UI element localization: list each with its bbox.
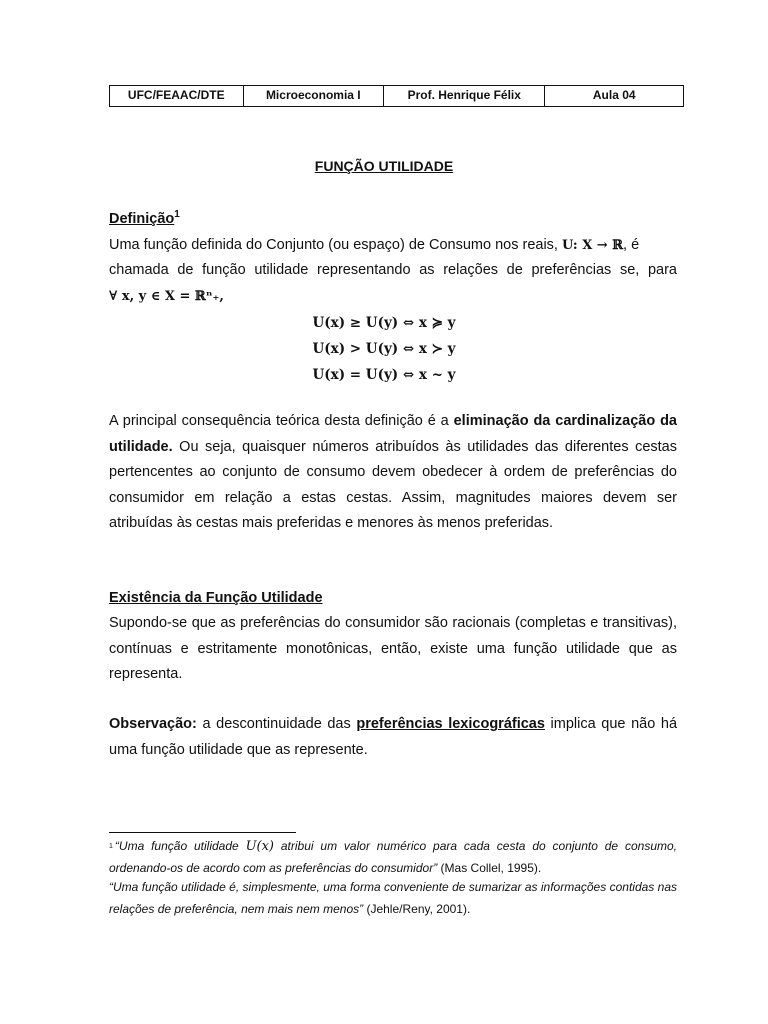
existence-paragraph: Supondo-se que as preferências do consumidor são racionais (completas e transitivas), contínuas e estritamente monotônicas, então, existe uma função utilidade que as representa. (109, 615, 677, 682)
footnote-math: U(x) (245, 839, 274, 854)
definition-line-3 (109, 284, 677, 310)
consequence-text-start: A principal consequência teórica desta definição é a (109, 413, 454, 429)
consequence-bold-text: eliminação da cardinalização da utilidade. (109, 413, 677, 455)
lexicographic-preferences-term: preferências lexicográficas (356, 716, 545, 732)
consequence-paragraph (109, 409, 677, 537)
domain-math: ∀ x, y ∈ X = ℝⁿ₊, (109, 288, 224, 304)
observation-paragraph (109, 712, 677, 763)
footnote-source-1: (Mas Collel, 1995). (437, 860, 542, 875)
page-title: FUNÇÃO UTILIDADE (314, 158, 454, 174)
equation-indifference: U(x) = U(y) ⇔ x ~ y (312, 367, 456, 383)
footnote-mark: 1 (109, 843, 113, 850)
header-table (109, 85, 684, 107)
header-professor: Prof. Henrique Félix (384, 86, 545, 106)
observation-label: Observação: (109, 716, 197, 732)
utility-mapping-math: U: X → ℝ (562, 237, 624, 253)
existence-heading-text: Existência da Função Utilidade (109, 590, 323, 606)
existence-heading (109, 586, 677, 612)
footnote-quote-1-start: “Uma função utilidade (114, 839, 246, 853)
definition-section (109, 207, 677, 309)
definition-line-1 (109, 233, 677, 259)
footnote-separator (109, 832, 296, 833)
footnote-1 (109, 836, 677, 879)
definition-line-2: chamada de função utilidade representando as relações de preferências se, para (109, 262, 677, 278)
consequence-text-rest: Ou seja, quaisquer números atribuídos às utilidades das diferentes cestas pertencentes ao conjunto de consumo devem obedecer à ordem de preferências do consumidor em relação a estas cestas. Assim, magnitudes maiores devem ser atribuídas às cestas mais preferidas e menores às menos preferidas. (109, 438, 677, 531)
preference-equations (0, 310, 768, 388)
header-institution: UFC/FEAAC/DTE (110, 86, 244, 106)
header-course: Microeconomia I (244, 86, 385, 106)
equation-strict-preference: U(x) > U(y) ⇔ x ≻ y (312, 341, 456, 357)
definition-heading-line (109, 207, 677, 233)
equation-weak-preference: U(x) ≥ U(y) ⇔ x ≽ y (312, 315, 456, 331)
footnote-reference: 1 (174, 209, 180, 221)
observation-text-end: implica que não há uma função utilidade que as represente. (109, 716, 678, 758)
footnote-quote-1-end: atribui um valor numérico para cada cesta do conjunto de consumo, ordenando-os de acordo com as preferências do consumidor” (109, 839, 677, 875)
definition-heading: Definição (109, 211, 175, 227)
observation-text-start: a descontinuidade das (196, 716, 357, 732)
footnote-quote-2 (109, 877, 677, 920)
definition-line-1-end: , é (623, 236, 640, 253)
definition-line-1-text: Uma função definida do Conjunto (ou espaço) de Consumo nos reais, (109, 236, 562, 253)
footnote-source-2: (Jehle/Reny, 2001). (363, 901, 471, 916)
header-lesson: Aula 04 (592, 88, 636, 102)
footnote-quote-2-text: “Uma função utilidade é, simplesmente, uma forma conveniente de sumarizar as informações contidas nas relações de preferência, nem mais nem menos” (109, 880, 677, 916)
